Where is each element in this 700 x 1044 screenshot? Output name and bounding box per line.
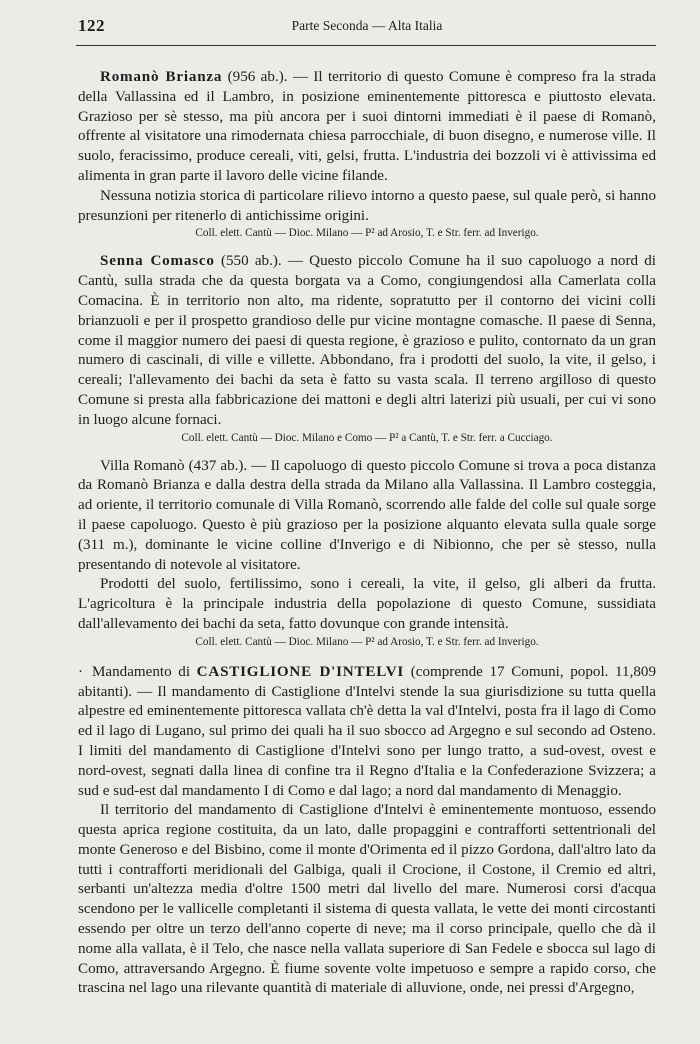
entry-text: (437 ab.). — Il capoluogo di questo piccolo Comune si trova a poca distanza da Romanò Brianza e dalla destra della strada da Milano alla Vallassina. Il Lambro costeggia, ad oriente, il territorio comunale di Villa Romanò, scorrendo alle falde del colle sul quale sorge il paese capoluogo. Questo è più grazioso per la posizione alquanto elevata sulla quale sorge (311 m.), dominante le vicine colline d'Inverigo e di Nibionno, che per sè stesso, nulla presentando di notevole al visitatore. [78, 457, 657, 573]
entry-name: Villa Romanò [100, 457, 185, 474]
page-body [78, 68, 656, 999]
section-text: (comprende 17 Comuni, popol. 11,809 abitanti). — Il mandamento di Castiglione d'Intelvi stende la sua giurisdizione su tutta quella alpestre ed eminentemente pittoresca vallata ch'è detta la val d'Intelvi, posta fra il lago di Como ed il lago di Lugano, sul primo dei quali ha il suo sbocco ad Argegno e sul secondo ad Osteno. I limiti del mandamento di Castiglione d'Intelvi sono per lungo tratto, a sud-ovest, ovest e nord-ovest, segnati dalla linea di confine tra il Regno d'Italia e la Confederazione Svizzera; a sud e sud-est dal mandamento I di Como e dal lago; a nord dal mandamento di Menaggio. [78, 663, 657, 799]
entry-citation: Coll. elett. Cantù — Dioc. Milano e Como — P² a Cantù, T. e Str. ferr. a Cucciago. [181, 431, 553, 444]
entry-romano-brianza-text2: Nessuna notizia storica di particolare rilievo intorno a questo paese, sul quale però, si hanno presunzioni per ritenerlo di antichissime origini. [78, 187, 656, 224]
section-castiglione-text2: Il territorio del mandamento di Castiglione d'Intelvi è eminentemente montuoso, essendo questa aprica regione costituita, da un lato, dalle propaggini e contrafforti settentrionali del monte Generoso e del Bisbino, come il monte d'Orimenta ed il pizzo Gordona, dall'altro lato da tutti i contrafforti meridionali del Galbiga, quali il Crocione, il Costone, il Cremio ed altri, serbanti un'altezza media d'oltre 1500 metri dal livello del mare. Numerosi corsi d'acqua scendono per le vallicelle completanti il sistema di questa vallata, le vette dei monti circostanti essendo per oltre un terzo dell'anno coperte di neve; ma il corso principale, quello che dà il nome alla vallata, è il Telo, che nasce nella vallata superiore di San Fedele e sbocca sul lago di Como, attraversando Argegno. È fiume sovente volte impetuoso e sempre a rapido corso, che trascina nel lago una rilevante quantità di materiale di alluvione, onde, nei pressi d'Argegno, [78, 802, 656, 997]
section-name: CASTIGLIONE D'INTELVI [196, 663, 405, 680]
entry-name: Senna Comasco [100, 253, 215, 270]
entry-text: (956 ab.). — Il territorio di questo Comune è compreso fra la strada della Vallassina ed il Lambro, in posizione eminentemente pittoresca e piuttosto elevata. Grazioso per sè stesso, ma più ancora per i suoi dintorni immediati è il paese di Romanò, offrente al visitatore una rimodernata chiesa parrocchiale, di buon disegno, e numerose ville. Il suolo, feracissimo, produce cereali, viti, gelsi, frutta. L'industria dei bozzoli vi è attivissima ed alimenta in gran parte il lavoro delle vicine filande. [78, 69, 656, 184]
entry-villa-romano [78, 457, 656, 576]
section-lead: Mandamento di [92, 663, 197, 680]
page-header [78, 16, 656, 40]
entry-villa-romano-text2: Prodotti del suolo, fertilissimo, sono i cereali, la vite, il gelso, gli alberi da frutta. L'agricoltura è la principale industria della popolazione di questo Comune, sussidiata dall'allevamento dei bachi da seta, fatto dovunque con grande intensità. [78, 576, 656, 632]
page-number: 122 [78, 16, 105, 35]
section-mark: · [78, 663, 84, 680]
entry-citation: Coll. elett. Cantù — Dioc. Milano — P² ad Arosio, T. e Str. ferr. ad Inverigo. [195, 635, 539, 648]
section-castiglione [78, 663, 656, 802]
entry-text: (550 ab.). — Questo piccolo Comune ha il suo capoluogo a nord di Cantù, sulla strada che da questa borgata va a Como, congiungendosi alla Camerlata colla Comacina. È in territorio non alto, ma ridente, sopratutto per il contorno dei vicini colli brianzuoli e per il prospetto grandioso delle pur vicine montagne comasche. Il paese di Senna, come il maggior numero dei paesi di questa regione, è grazioso e pulito, contornato da un gran numero di cascinali, di ville e villette. Abbondano, fra i prodotti del suolo, la vite, il gelso, i cereali; l'allevamento dei bachi da seta è fatto su vasta scala. Il terreno argilloso di questo Comune si presta alla fabbricazione dei mattoni e degli altri laterizi più usuali, per cui vi sono in luogo alcune fornaci. [78, 253, 656, 428]
running-title: Parte Seconda — Alta Italia [291, 18, 443, 33]
entry-romano-brianza [78, 68, 656, 187]
header-rule [76, 45, 656, 46]
entry-citation: Coll. elett. Cantù — Dioc. Milano — P² ad Arosio, T. e Str. ferr. ad Inverigo. [195, 227, 539, 240]
entry-senna-comasco [78, 252, 656, 430]
entry-name: Romanò Brianza [100, 69, 223, 85]
